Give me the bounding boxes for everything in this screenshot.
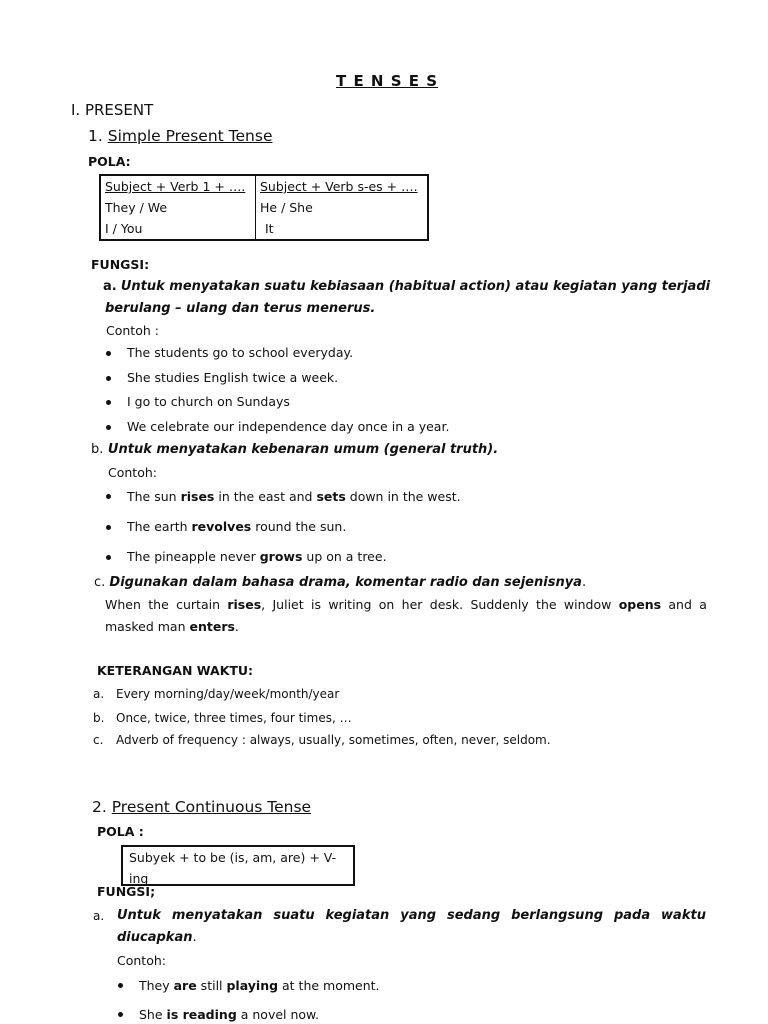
table-cell: It	[265, 221, 274, 236]
bullet-icon	[106, 525, 111, 530]
word: desk.	[429, 597, 464, 612]
verb-bold: rises	[227, 597, 262, 612]
word: the	[148, 597, 169, 612]
pola-label: POLA:	[88, 154, 131, 169]
table-row	[100, 197, 428, 218]
fungsi-a-end: .	[192, 930, 197, 945]
pola-box-line1: Subyek + to be (is, am, are) + V-	[129, 850, 337, 865]
example-item	[139, 978, 380, 993]
word: kegiatan	[325, 908, 390, 923]
word: is	[310, 597, 321, 612]
list-text: Every morning/day/week/month/year	[116, 687, 340, 701]
bullet-icon	[106, 425, 111, 430]
contoh-label: Contoh :	[106, 323, 159, 338]
example-item: She studies English twice a week.	[127, 370, 339, 385]
keterangan-item	[93, 687, 339, 701]
fungsi-c-marker: c.	[94, 575, 106, 590]
fungsi-c	[94, 575, 586, 590]
text-run: She	[139, 1007, 167, 1022]
fungsi-c-end: .	[581, 575, 587, 590]
contoh-label: Contoh:	[117, 953, 166, 968]
word: ,	[261, 597, 266, 612]
text-run: The earth	[127, 519, 192, 534]
fungsi-label: FUNGSI:	[91, 257, 150, 272]
pola-table	[99, 174, 429, 241]
word: waktu	[661, 908, 706, 923]
verb-bold: opens	[618, 597, 662, 612]
pola-box	[121, 845, 355, 886]
word: Untuk	[117, 908, 161, 923]
verb-bold: rises	[180, 489, 215, 504]
word: sedang	[446, 908, 501, 923]
verb-bold: are	[173, 978, 197, 993]
list-marker: c.	[93, 733, 104, 747]
subsection-title: Present Continuous Tense	[111, 798, 312, 816]
word: writing	[328, 597, 372, 612]
word: curtain	[176, 597, 220, 612]
bullet-icon	[106, 351, 111, 356]
table-cell: They / We	[100, 197, 256, 218]
list-marker: b.	[93, 711, 105, 725]
fungsi-b	[91, 442, 498, 457]
text-run: The pineapple never	[127, 549, 260, 564]
example-item	[139, 1007, 319, 1022]
fungsi-a-line1	[103, 279, 711, 294]
verb-bold: playing	[226, 978, 279, 993]
example-item: We celebrate our independence day once in a year.	[127, 419, 450, 434]
word: When	[105, 597, 141, 612]
table-cell: I / You	[100, 218, 256, 240]
list-text: Once, twice, three times, four times, …	[116, 711, 352, 725]
table-cell: He / She	[260, 200, 313, 215]
text-run: .	[234, 619, 239, 634]
example-item	[127, 489, 461, 504]
word: her	[401, 597, 423, 612]
text-run: They	[139, 978, 174, 993]
fungsi-a-line2: berulang – ulang dan terus menerus.	[105, 301, 376, 316]
bullet-icon	[106, 494, 111, 499]
fungsi-c-text: Digunakan dalam bahasa drama, komentar radio dan sejenisnya	[109, 575, 582, 590]
verb-bold: is reading	[166, 1007, 237, 1022]
keterangan-item	[93, 733, 551, 747]
verb-bold: enters	[189, 619, 235, 634]
text-run: at the moment.	[278, 978, 380, 993]
list-marker: a.	[93, 687, 105, 701]
example-item: I go to church on Sundays	[127, 394, 290, 409]
fungsi-a-line1	[117, 908, 706, 923]
fungsi-b-marker: b.	[91, 442, 104, 457]
subsection-number: 2.	[92, 798, 107, 816]
table-row	[100, 175, 428, 197]
fungsi-a-text: Untuk menyatakan suatu kebiasaan (habitual action) atau kegiatan yang terjadi	[120, 279, 711, 294]
subsection-heading-simple-present	[88, 127, 272, 145]
bullet-icon	[106, 400, 111, 405]
word: Juliet	[272, 597, 304, 612]
verb-bold: sets	[316, 489, 346, 504]
table-cell: Subject + Verb 1 + ….	[100, 175, 256, 197]
fungsi-a-text: diucapkan	[117, 930, 193, 945]
fungsi-a-line2	[117, 930, 197, 945]
text-run: The sun	[127, 489, 181, 504]
example-item: The students go to school everyday.	[127, 345, 354, 360]
fungsi-label: FUNGSI;	[97, 884, 156, 899]
fungsi-a-marker: a.	[103, 279, 117, 294]
table-row	[100, 218, 428, 240]
subsection-title: Simple Present Tense	[107, 127, 273, 145]
subsection-number: 1.	[88, 127, 103, 145]
word: a	[699, 597, 707, 612]
bullet-icon	[118, 983, 123, 988]
text-run: round the sun.	[251, 519, 347, 534]
document-title: T E N S E S	[336, 72, 438, 90]
pola-label: POLA :	[97, 824, 144, 839]
word: window	[563, 597, 612, 612]
word: menyatakan	[171, 908, 263, 923]
section-heading-present: I. PRESENT	[71, 101, 154, 119]
word: on	[378, 597, 395, 612]
bullet-icon	[106, 555, 111, 560]
word: yang	[400, 908, 437, 923]
drama-example-line2	[105, 619, 239, 634]
subsection-heading-present-continuous	[92, 798, 311, 816]
text-run: a novel now.	[236, 1007, 320, 1022]
text-run: in the east and	[214, 489, 317, 504]
pola-box-line2: ing	[129, 871, 149, 886]
drama-example-line1	[105, 597, 707, 612]
word: pada	[613, 908, 651, 923]
word: berlangsung	[511, 908, 604, 923]
text-run: masked man	[105, 619, 190, 634]
text-run: still	[196, 978, 227, 993]
verb-bold: grows	[259, 549, 303, 564]
verb-bold: revolves	[191, 519, 252, 534]
contoh-label: Contoh:	[108, 465, 157, 480]
example-item	[127, 549, 387, 564]
word: Suddenly	[470, 597, 529, 612]
fungsi-a-marker: a.	[93, 909, 105, 923]
word: the	[536, 597, 557, 612]
bullet-icon	[118, 1012, 123, 1017]
text-run: up on a tree.	[302, 549, 387, 564]
list-text: Adverb of frequency : always, usually, sometimes, often, never, seldom.	[116, 733, 551, 747]
word: and	[668, 597, 692, 612]
word: suatu	[273, 908, 315, 923]
keterangan-item	[93, 711, 352, 725]
text-run: down in the west.	[345, 489, 461, 504]
fungsi-b-text: Untuk menyatakan kebenaran umum (general truth).	[103, 442, 499, 457]
table-cell: Subject + Verb s-es + ….	[260, 179, 418, 194]
keterangan-waktu-label: KETERANGAN WAKTU:	[97, 663, 254, 678]
example-item	[127, 519, 346, 534]
bullet-icon	[106, 376, 111, 381]
